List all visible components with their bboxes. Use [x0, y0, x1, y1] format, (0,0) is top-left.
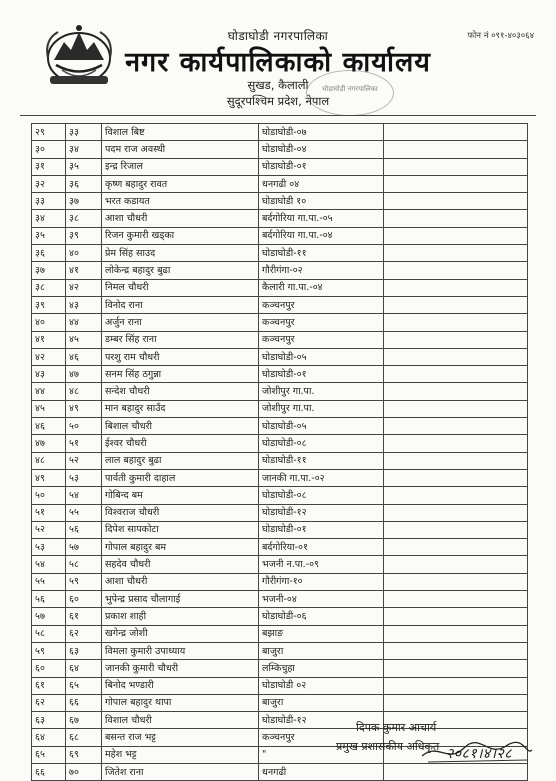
serial-cell: ४० [32, 314, 66, 331]
address-cell: बर्दगोरिया गा.पा.-०५ [259, 210, 384, 227]
address-cell: घोडाघोडी-०६ [259, 608, 384, 625]
address-cell: गौरीगंगा-०२ [259, 262, 384, 279]
roll-number-cell: ६७ [66, 712, 102, 729]
name-cell: मान बहादुर साउँद [102, 400, 259, 417]
name-cell: महेश भट्ट [102, 746, 259, 763]
address-cell: घोडाघोडी-१२ [259, 712, 384, 729]
table-row [32, 625, 528, 642]
roll-number-cell: ४९ [66, 400, 102, 417]
blank-cell [384, 625, 528, 642]
serial-cell: ६५ [32, 746, 66, 763]
roll-number-cell: ३७ [66, 193, 102, 210]
roll-number-cell: ४६ [66, 348, 102, 365]
name-cell: सनम सिंह ठगुन्ना [102, 366, 259, 383]
address-cell: कञ्चनपुर [259, 314, 384, 331]
name-cell: अर्जुन राना [102, 314, 259, 331]
table-row [32, 677, 528, 694]
address-cell: भजनी न.पा.-०९ [259, 556, 384, 573]
roll-number-cell: ३४ [66, 141, 102, 158]
header-divider [20, 115, 536, 116]
serial-cell: ३४ [32, 210, 66, 227]
serial-cell: ५६ [32, 591, 66, 608]
table-row [32, 175, 528, 192]
table-row [32, 504, 528, 521]
table-row [32, 660, 528, 677]
name-cell: गोबिन्द बम [102, 487, 259, 504]
roll-number-cell: ३८ [66, 210, 102, 227]
table-row [32, 314, 528, 331]
address-cell: बर्दगोरिया-०१ [259, 539, 384, 556]
name-cell: भरत कडायत [102, 193, 259, 210]
blank-cell [384, 452, 528, 469]
municipality-name: घोडाघोडी नगरपालिका [227, 29, 329, 43]
blank-cell [384, 193, 528, 210]
serial-cell: ३१ [32, 158, 66, 175]
blank-cell [384, 573, 528, 590]
name-cell: गोपाल बहादुर बम [102, 539, 259, 556]
serial-cell: ३२ [32, 175, 66, 192]
address-cell: घोडाघोडी-११ [259, 452, 384, 469]
roll-number-cell: ४० [66, 245, 102, 262]
address-cell: कैलारी गा.पा.-०४ [259, 279, 384, 296]
table-row [32, 383, 528, 400]
name-cell: पदम राज अवस्थी [102, 141, 259, 158]
table-row [32, 694, 528, 711]
blank-cell [384, 158, 528, 175]
name-cell: परशु राम चौधरी [102, 348, 259, 365]
roll-number-cell: ५० [66, 418, 102, 435]
blank-cell [384, 539, 528, 556]
serial-cell: ५५ [32, 573, 66, 590]
serial-cell: ५८ [32, 625, 66, 642]
address-cell: कञ्चनपुर [259, 729, 384, 746]
table-row [32, 227, 528, 244]
roll-number-cell: ६५ [66, 677, 102, 694]
table-row [32, 608, 528, 625]
blank-cell [384, 124, 528, 141]
roll-number-cell: ६६ [66, 694, 102, 711]
serial-cell: ४७ [32, 435, 66, 452]
serial-cell: ३० [32, 141, 66, 158]
address-cell: बर्दगोरिया गा.पा.-०४ [259, 227, 384, 244]
table-row [32, 296, 528, 313]
address-cell: घोडाघोडी-०८ [259, 487, 384, 504]
table-row [32, 591, 528, 608]
address-cell: जोशीपुर गा.पा. [259, 383, 384, 400]
blank-cell [384, 314, 528, 331]
roll-number-cell: ४४ [66, 314, 102, 331]
address-cell: बाजुरा [259, 694, 384, 711]
stamp-text: घोडाघोडी नगरपालिका [322, 85, 378, 93]
address-cell: घोडाघोडी-१२ [259, 504, 384, 521]
roll-number-cell: ३३ [66, 124, 102, 141]
roll-number-cell: ५४ [66, 487, 102, 504]
serial-cell: ५३ [32, 539, 66, 556]
serial-cell: ५२ [32, 521, 66, 538]
address-cell: घोडाघोडी-०५ [259, 418, 384, 435]
name-cell: आशा चौधरी [102, 210, 259, 227]
handwritten-date: २०८१।४।२८ [446, 746, 513, 762]
serial-cell: ४५ [32, 400, 66, 417]
address-cell: जानकी गा.पा.-०२ [259, 469, 384, 486]
blank-cell [384, 660, 528, 677]
name-cell: विश्वराज चौधरी [102, 504, 259, 521]
blank-cell [384, 227, 528, 244]
roll-number-cell: ५२ [66, 452, 102, 469]
name-cell: विशाल बिष्ट [102, 124, 259, 141]
name-cell: निमल चौधरी [102, 279, 259, 296]
table-row [32, 435, 528, 452]
serial-cell: ६४ [32, 729, 66, 746]
name-cell: सहदेव चौधरी [102, 556, 259, 573]
blank-cell [384, 383, 528, 400]
address-cell: " [259, 746, 384, 763]
office-stamp [306, 70, 394, 116]
table-row [32, 539, 528, 556]
roll-number-cell: ५८ [66, 556, 102, 573]
table-row [32, 573, 528, 590]
blank-cell [384, 608, 528, 625]
serial-cell: ५१ [32, 504, 66, 521]
table-row [32, 348, 528, 365]
table-row [32, 556, 528, 573]
address-cell: गौरीगंगा-१० [259, 573, 384, 590]
address-cell: घोडाघोडी ०२ [259, 677, 384, 694]
serial-cell: ५७ [32, 608, 66, 625]
name-cell: भुपेन्द्र प्रसाद चौलागाई [102, 591, 259, 608]
address-cell: घोडाघोडी-०८ [259, 435, 384, 452]
table-row [32, 279, 528, 296]
blank-cell [384, 296, 528, 313]
serial-cell: ३७ [32, 262, 66, 279]
serial-cell: ४४ [32, 383, 66, 400]
table-row [32, 158, 528, 175]
serial-cell: ५० [32, 487, 66, 504]
roll-number-cell: ३६ [66, 175, 102, 192]
serial-cell: ३५ [32, 227, 66, 244]
serial-cell: ४३ [32, 366, 66, 383]
address-cell: बझाङ [259, 625, 384, 642]
name-cell: प्रेम सिंह साउद [102, 245, 259, 262]
address-cell: घोडाघोडी १० [259, 193, 384, 210]
blank-cell [384, 279, 528, 296]
blank-cell [384, 487, 528, 504]
table-row [32, 418, 528, 435]
blank-cell [384, 435, 528, 452]
address-cell: बाजुरा [259, 642, 384, 659]
roll-number-cell: ४२ [66, 279, 102, 296]
signatory-title: प्रमुख प्रशासकीय अधिकृत [336, 740, 440, 753]
roll-number-cell: ४५ [66, 331, 102, 348]
name-cell: बिशाल चौधरी [102, 418, 259, 435]
roll-number-cell: ६० [66, 591, 102, 608]
name-cell: लोकेन्द्र बहादुर बुढा [102, 262, 259, 279]
address-cell: लम्किचुहा [259, 660, 384, 677]
table-row [32, 141, 528, 158]
roll-number-cell: ४३ [66, 296, 102, 313]
table-row [32, 642, 528, 659]
roll-number-cell: ५९ [66, 573, 102, 590]
address-cell: घोडाघोडी-०४ [259, 141, 384, 158]
roll-number-cell: ३५ [66, 158, 102, 175]
table-row [32, 487, 528, 504]
serial-cell: ६३ [32, 712, 66, 729]
serial-cell: ६० [32, 660, 66, 677]
address-cell: धनगढी ०४ [259, 175, 384, 192]
roll-number-cell: ६८ [66, 729, 102, 746]
blank-cell [384, 210, 528, 227]
table-row [32, 521, 528, 538]
table-row [32, 124, 528, 141]
address-line-1: सुखड, कैलाली [247, 78, 309, 92]
serial-cell: ५४ [32, 556, 66, 573]
name-cell: इन्द्र रिजाल [102, 158, 259, 175]
blank-cell [384, 521, 528, 538]
name-cell: लाल बहादुर बुढा [102, 452, 259, 469]
name-cell: प्रकाश शाही [102, 608, 259, 625]
address-line-2: सुदूरपश्चिम प्रदेश, नेपाल [226, 94, 330, 108]
table-row [32, 366, 528, 383]
table-row [32, 210, 528, 227]
blank-cell [384, 262, 528, 279]
address-cell: घोडाघोडी-०५ [259, 348, 384, 365]
blank-cell [384, 331, 528, 348]
roll-number-cell: ४१ [66, 262, 102, 279]
office-title: नगर कार्यपालिकाको कार्यालय [125, 47, 431, 78]
roll-number-cell: ४८ [66, 383, 102, 400]
serial-cell: ६६ [32, 763, 66, 780]
table-row [32, 245, 528, 262]
address-cell: कञ्चनपुर [259, 296, 384, 313]
name-cell: सन्देश चौधरी [102, 383, 259, 400]
address-cell: घोडाघोडी-११ [259, 245, 384, 262]
address-cell: कञ्चनपुर [259, 331, 384, 348]
name-cell: विमला कुमारी उपाध्याय [102, 642, 259, 659]
serial-cell: ६२ [32, 694, 66, 711]
name-cell: रिजन कुमारी खड्का [102, 227, 259, 244]
table-row [32, 331, 528, 348]
roll-number-cell: ५६ [66, 521, 102, 538]
serial-cell: ४८ [32, 452, 66, 469]
serial-cell: ३८ [32, 279, 66, 296]
roll-number-cell: ३९ [66, 227, 102, 244]
table-row [32, 193, 528, 210]
phone-number: फोन नं ०९१-४०३०६४ [467, 31, 534, 41]
roll-number-cell: ६३ [66, 642, 102, 659]
name-cell: कृष्ण बहादुर रावत [102, 175, 259, 192]
roll-number-cell: ६९ [66, 746, 102, 763]
name-cell: जितेश राना [102, 763, 259, 780]
name-cell: डम्बर सिंह राना [102, 331, 259, 348]
roster-table-body [32, 124, 528, 781]
roll-number-cell: ४७ [66, 366, 102, 383]
blank-cell [384, 504, 528, 521]
blank-cell [384, 418, 528, 435]
blank-cell [384, 677, 528, 694]
table-row [32, 262, 528, 279]
address-cell: जोशीपुर गा.पा. [259, 400, 384, 417]
name-cell: आशा चौधरी [102, 573, 259, 590]
name-cell: बसन्त राज भट्ट [102, 729, 259, 746]
name-cell: पार्वती कुमारी दाहाल [102, 469, 259, 486]
blank-cell [384, 556, 528, 573]
roll-number-cell: ५१ [66, 435, 102, 452]
serial-cell: २९ [32, 124, 66, 141]
roll-number-cell: ५३ [66, 469, 102, 486]
blank-cell [384, 694, 528, 711]
name-cell: ईश्वर चौधरी [102, 435, 259, 452]
name-cell: खगेन्द्र जोशी [102, 625, 259, 642]
blank-cell [384, 348, 528, 365]
blank-cell [384, 245, 528, 262]
serial-cell: ६१ [32, 677, 66, 694]
address-cell: घोडाघोडी-०१ [259, 521, 384, 538]
table-row [32, 469, 528, 486]
blank-cell [384, 400, 528, 417]
table-row [32, 400, 528, 417]
serial-cell: ३९ [32, 296, 66, 313]
blank-cell [384, 591, 528, 608]
serial-cell: ५९ [32, 642, 66, 659]
roll-number-cell: ५५ [66, 504, 102, 521]
blank-cell [384, 175, 528, 192]
name-cell: जानकी कुमारी चौधरी [102, 660, 259, 677]
serial-cell: ४६ [32, 418, 66, 435]
blank-cell [384, 141, 528, 158]
blank-cell [384, 469, 528, 486]
table-row [32, 712, 528, 729]
address-cell: घोडाघोडी-०१ [259, 366, 384, 383]
roll-number-cell: ६२ [66, 625, 102, 642]
blank-cell [384, 642, 528, 659]
name-cell: विनोद राना [102, 296, 259, 313]
serial-cell: ४१ [32, 331, 66, 348]
blank-cell [384, 366, 528, 383]
serial-cell: ४२ [32, 348, 66, 365]
roll-number-cell: ७० [66, 763, 102, 780]
serial-cell: ३६ [32, 245, 66, 262]
name-cell: विशाल चौधरी [102, 712, 259, 729]
address-cell: भजनी-०४ [259, 591, 384, 608]
address-cell: घोडाघोडी-०१ [259, 158, 384, 175]
address-cell: धनगढी [259, 763, 384, 780]
roster-table [31, 123, 528, 781]
serial-cell: ४९ [32, 469, 66, 486]
signatory-name: दिपक कुमार आचार्य [356, 721, 437, 734]
roll-number-cell: ६१ [66, 608, 102, 625]
table-row [32, 452, 528, 469]
name-cell: दिपेश सापकोटा [102, 521, 259, 538]
serial-cell: ३३ [32, 193, 66, 210]
roll-number-cell: ६४ [66, 660, 102, 677]
name-cell: गोपाल बहादुर थापा [102, 694, 259, 711]
address-cell: घोडाघोडी-०७ [259, 124, 384, 141]
roll-number-cell: ५७ [66, 539, 102, 556]
name-cell: बिनोद भण्डारी [102, 677, 259, 694]
